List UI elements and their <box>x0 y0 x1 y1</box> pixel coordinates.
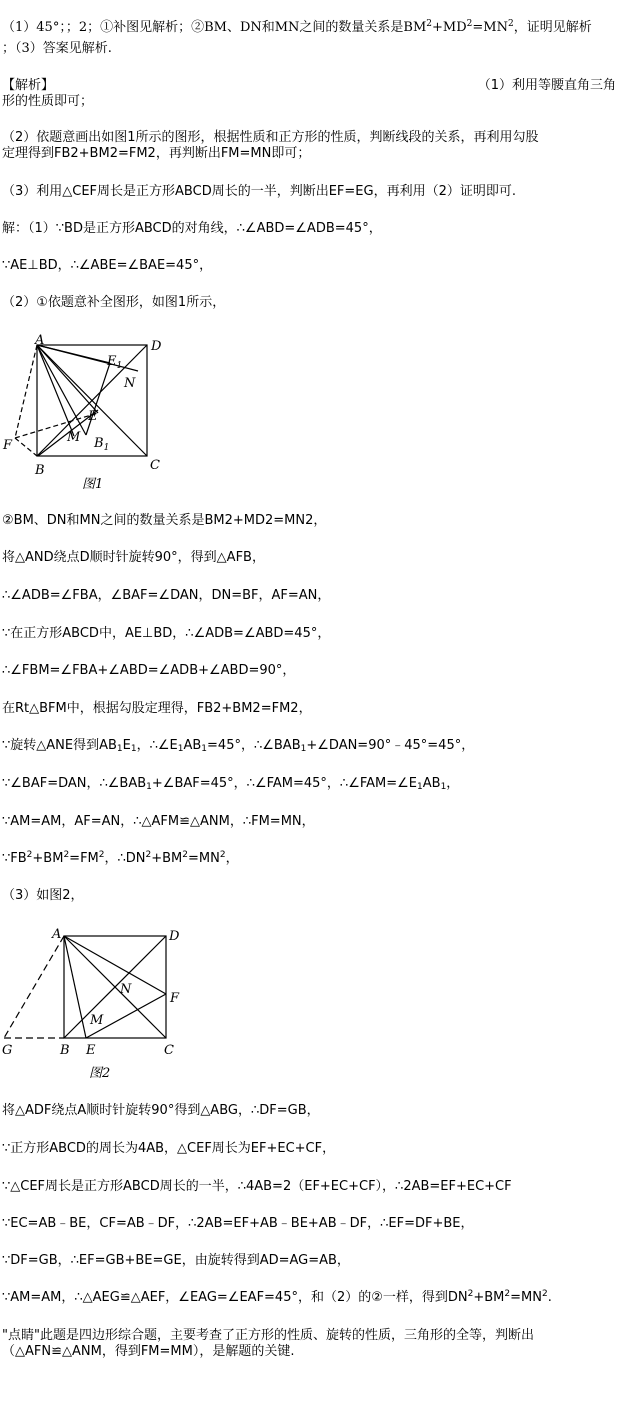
proof2-line-10: $\because FB^2+BM^2=FM^2$，$\therefore DN^2+BM^2=MN^2$， <box>2 850 239 866</box>
proof3-line-3: ∵△CEF周长是正方形ABCD周长的一半，∴4AB=2（EF+EC+CF），∴2AB=EF+EC+CF <box>2 1179 512 1194</box>
comment-line-1: "点睛"此题是四边形综合题，主要考查了正方形的性质、旋转的性质，三角形的全等，判断出 <box>2 1328 534 1343</box>
proof3-line-6: ∵AM=AM，∴△AEG≌△AEF，∠EAG=∠EAF=45°，和（2）的②一样，得到$DN^2+BM^2=MN^2$. <box>2 1289 552 1305</box>
comment-line-2: （△AFN≌△ANM，得到FM=MM），是解题的关键. <box>2 1344 295 1359</box>
analysis-p1-cont: 形的性质即可； <box>2 94 94 109</box>
analysis-p3: （3）利用△CEF周长是正方形ABCD周长的一半，判断出EF=EG，再利用（2）证明即可. <box>2 184 516 199</box>
fig1-label-b: B <box>35 463 45 478</box>
fig1-label-a: A <box>35 333 45 348</box>
proof3-line-4: ∵EC=AB﹣BE，CF=AB﹣DF，∴2AB=EF+AB﹣BE+AB﹣DF，∴EF=DF+BE， <box>2 1216 474 1231</box>
analysis-p2-line2: 定理得到FB2+BM2=FM2，再判断出FM=MN即可； <box>2 146 311 161</box>
proof2-line-11: （3）如图2， <box>2 888 84 903</box>
proof2-line-2: 将△AND绕点D顺时针旋转90°，得到△AFB， <box>2 550 265 565</box>
fig1-label-d: D <box>151 339 162 354</box>
fig2-label-g: G <box>2 1043 13 1058</box>
fig2-label-e: E <box>86 1043 96 1058</box>
fig2-label-f: F <box>170 991 180 1006</box>
fig1-label-e: E <box>88 409 98 424</box>
solution-line-2: ∵AE⊥BD，∴∠ABE=∠BAE=45°， <box>2 258 213 273</box>
fig2-label-d: D <box>169 929 180 944</box>
fig2-label-m: M <box>90 1013 104 1028</box>
analysis-p1-right: （1）利用等腰直角三角 <box>477 78 616 93</box>
proof2-line-1: ②BM、DN和MN之间的数量关系是BM2+MD2=MN2， <box>2 513 327 528</box>
fig2-label-c: C <box>164 1043 174 1058</box>
proof2-line-6: 在Rt△BFM中，根据勾股定理得，FB2+BM2=FM2， <box>2 701 312 716</box>
fig2-label-b: B <box>60 1043 70 1058</box>
proof2-line-7: ∵旋转△ANE得到$AB_1E_1$，$\therefore\angle E_1AB_1=45^\circ$，$\therefore\angle BAB_1+\angle DAN=90^\circ﹣45^\circ=45^\circ$， <box>2 738 475 754</box>
answer-text-b: +MD <box>432 20 467 35</box>
analysis-heading: 【解析】 <box>2 78 55 93</box>
answer-text-c: =MN <box>472 20 508 35</box>
answer-sup: 2 <box>466 19 473 29</box>
answer-sup: 2 <box>508 19 514 29</box>
fig1-label-b1: $B_1$ <box>94 436 110 453</box>
proof3-line-1: 将△ADF绕点A顺时针旋转90°得到△ABG，∴DF=GB， <box>2 1103 320 1118</box>
fig2-label-n: N <box>120 982 132 997</box>
answer-line-2: ；（3）答案见解析. <box>2 41 112 56</box>
analysis-p2-line1: （2）依题意画出如图1所示的图形，根据性质和正方形的性质，判断线段的关系，再利用勾股 <box>2 130 539 145</box>
fig2-label-a: A <box>52 927 62 942</box>
fig1-label-f: F <box>3 438 13 453</box>
proof2-line-4: ∵在正方形ABCD中，AE⊥BD，∴∠ADB=∠ABD=45°， <box>2 626 331 641</box>
answer-sup: 2 <box>426 19 433 29</box>
fig1-label-c: C <box>150 458 160 473</box>
proof2-line-3: ∴∠ADB=∠FBA，∠BAF=∠DAN，DN=BF，AF=AN， <box>2 588 331 603</box>
proof3-line-5: ∵DF=GB，∴EF=GB+BE=GE，由旋转得到AD=AG=AB， <box>2 1253 350 1268</box>
solution-line-3: （2）①依题意补全图形，如图1所示， <box>2 295 226 310</box>
figure-2 <box>0 920 190 1085</box>
answer-text-d: ，证明见解析 <box>513 20 592 35</box>
solution-line-1: 解：（1）∵BD是正方形ABCD的对角线，∴∠ABD=∠ADB=45°， <box>2 221 382 236</box>
fig1-label-e1: $E_1$ <box>107 354 123 371</box>
fig1-label-m: M <box>67 430 81 445</box>
fig1-label-n: N <box>124 376 136 391</box>
answer-text-a: （1）45°；；2；①补图见解析；②BM、DN和MN之间的数量关系是BM <box>2 20 427 35</box>
answer-line-1 <box>2 20 592 36</box>
proof2-line-9: ∵AM=AM，AF=AN，∴△AFM≌△ANM，∴FM=MN， <box>2 814 315 829</box>
fig2-caption: 图2 <box>89 1066 111 1081</box>
fig1-caption: 图1 <box>82 477 104 492</box>
proof2-line-8: ∵∠BAF=DAN，$\therefore\angle BAB_1+\angle BAF=45^\circ$，∴∠FAM=45°，$\therefore\angle FAM=\angle E_1AB_1$， <box>2 776 460 792</box>
proof2-line-5: ∴∠FBM=∠FBA+∠ABD=∠ADB+∠ABD=90°， <box>2 663 296 678</box>
figure-1 <box>0 330 180 500</box>
proof3-line-2: ∵正方形ABCD的周长为4AB，△CEF周长为EF+EC+CF， <box>2 1141 336 1156</box>
